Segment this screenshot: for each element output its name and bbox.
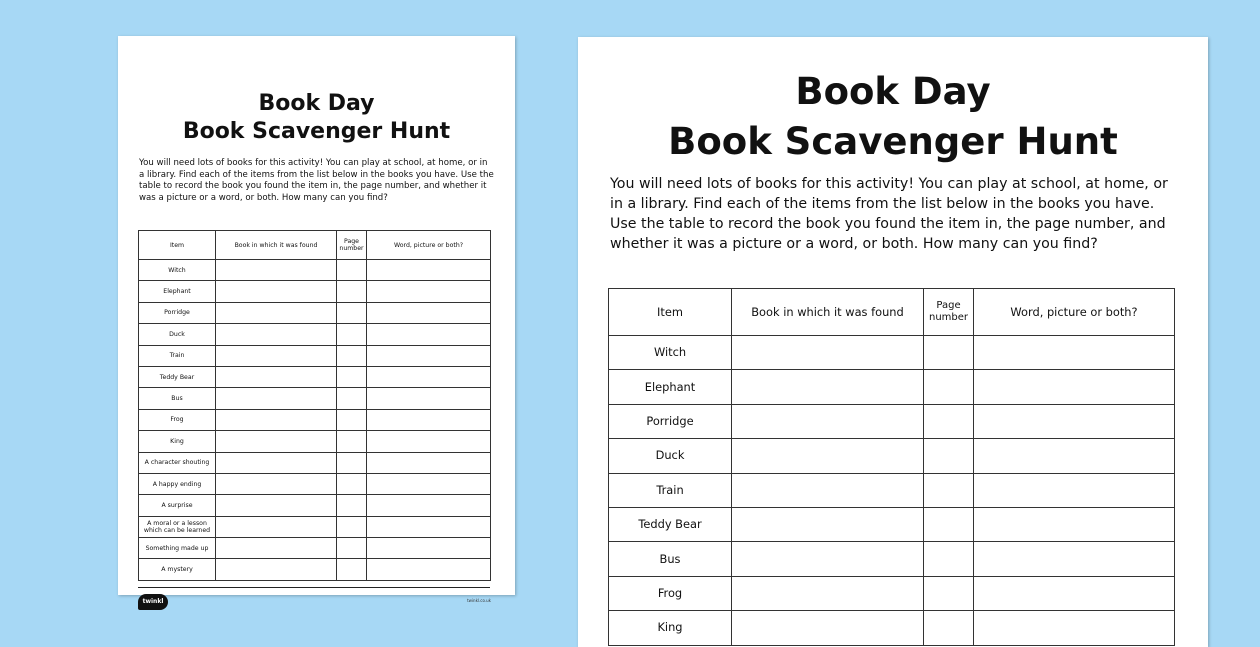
page-cell[interactable] [924, 507, 974, 541]
table-header-row [139, 231, 491, 260]
book-cell[interactable] [216, 473, 337, 494]
item-cell: Elephant [609, 370, 732, 404]
column-header: Book in which it was found [216, 231, 337, 260]
type-cell[interactable] [974, 507, 1175, 541]
page-cell[interactable] [924, 404, 974, 438]
page-cell[interactable] [924, 473, 974, 507]
worksheet-preview-large [578, 37, 1208, 647]
page-cell[interactable] [337, 366, 367, 387]
page-cell[interactable] [337, 281, 367, 302]
type-cell[interactable] [974, 439, 1175, 473]
type-cell[interactable] [367, 409, 491, 430]
type-cell[interactable] [367, 495, 491, 516]
page-cell[interactable] [337, 516, 367, 537]
column-header: Page number [337, 231, 367, 260]
item-cell: Duck [609, 439, 732, 473]
item-cell: King [609, 611, 732, 645]
item-cell: Porridge [139, 302, 216, 323]
book-cell[interactable] [216, 559, 337, 580]
page-cell[interactable] [337, 302, 367, 323]
worksheet-preview-small [118, 36, 515, 605]
book-cell[interactable] [732, 507, 924, 541]
table-row [139, 366, 491, 387]
page-cell[interactable] [924, 576, 974, 610]
table-row [139, 516, 491, 537]
table-row [139, 409, 491, 430]
book-cell[interactable] [732, 611, 924, 645]
item-cell: Train [139, 345, 216, 366]
table-row [609, 370, 1175, 404]
page-cell[interactable] [337, 473, 367, 494]
column-header: Item [609, 289, 732, 336]
page-cell[interactable] [337, 538, 367, 559]
scavenger-table [608, 288, 1175, 646]
item-cell: A surprise [139, 495, 216, 516]
item-cell: Duck [139, 324, 216, 345]
table-row [609, 611, 1175, 645]
column-header: Item [139, 231, 216, 260]
table-row [609, 542, 1175, 576]
table-row [609, 473, 1175, 507]
book-cell[interactable] [732, 542, 924, 576]
type-cell[interactable] [367, 431, 491, 452]
type-cell[interactable] [367, 260, 491, 281]
twinkl-logo: twinkl [138, 594, 168, 610]
table-row [139, 281, 491, 302]
type-cell[interactable] [974, 611, 1175, 645]
page-cell[interactable] [337, 409, 367, 430]
book-cell[interactable] [216, 260, 337, 281]
item-cell: King [139, 431, 216, 452]
item-cell: Bus [609, 542, 732, 576]
table-row [139, 388, 491, 409]
page-cell[interactable] [924, 542, 974, 576]
table-row [139, 559, 491, 580]
book-cell[interactable] [216, 345, 337, 366]
table-row [139, 302, 491, 323]
table-row [609, 576, 1175, 610]
table-row [139, 452, 491, 473]
table-row [139, 473, 491, 494]
item-cell: A character shouting [139, 452, 216, 473]
type-cell[interactable] [367, 559, 491, 580]
book-cell[interactable] [216, 366, 337, 387]
table-row [609, 336, 1175, 370]
book-cell[interactable] [732, 576, 924, 610]
footer-url: twinkl.co.uk [467, 598, 491, 603]
page-cell[interactable] [337, 431, 367, 452]
table-header-row [609, 289, 1175, 336]
item-cell: Bus [139, 388, 216, 409]
intro-text: You will need lots of books for this activity! You can play at school, at home, or in a library. Find each of the items from the list below in the books you have. Use the table to record the book you found the item in, the page number, and whether it was a picture or a word, or both. How many can you find? [610, 176, 1168, 252]
book-cell[interactable] [732, 336, 924, 370]
book-cell[interactable] [216, 409, 337, 430]
table-row [139, 431, 491, 452]
table-row [609, 439, 1175, 473]
type-cell[interactable] [367, 452, 491, 473]
intro-text: You will need lots of books for this activity! You can play at school, at home, or in a library. Find each of the items from the list below in the books you have. Use the table to record the book you found the item in, the page number, and whether it was a picture or a word, or both. How many can you find? [139, 158, 494, 203]
item-cell: Something made up [139, 538, 216, 559]
page-cell[interactable] [337, 260, 367, 281]
item-cell: Elephant [139, 281, 216, 302]
page-cell[interactable] [924, 336, 974, 370]
book-cell[interactable] [216, 495, 337, 516]
page-cell[interactable] [924, 370, 974, 404]
type-cell[interactable] [974, 370, 1175, 404]
type-cell[interactable] [367, 345, 491, 366]
item-cell: Teddy Bear [609, 507, 732, 541]
type-cell[interactable] [974, 404, 1175, 438]
column-header: Word, picture or both? [974, 289, 1175, 336]
page-title: Book Day Book Scavenger Hunt [668, 70, 1118, 163]
type-cell[interactable] [974, 542, 1175, 576]
type-cell[interactable] [974, 336, 1175, 370]
table-row [609, 404, 1175, 438]
type-cell[interactable] [367, 324, 491, 345]
item-cell: Witch [609, 336, 732, 370]
type-cell[interactable] [367, 366, 491, 387]
item-cell: A moral or a lesson which can be learned [139, 516, 216, 537]
type-cell[interactable] [974, 576, 1175, 610]
page-title: Book Day Book Scavenger Hunt [182, 91, 451, 144]
page-cell[interactable] [337, 495, 367, 516]
table-row [139, 324, 491, 345]
item-cell: Frog [139, 409, 216, 430]
table-row [139, 538, 491, 559]
page-cell[interactable] [924, 439, 974, 473]
item-cell: Train [609, 473, 732, 507]
page-cell[interactable] [337, 345, 367, 366]
table-row [139, 495, 491, 516]
page-cell[interactable] [337, 452, 367, 473]
type-cell[interactable] [367, 538, 491, 559]
type-cell[interactable] [367, 388, 491, 409]
type-cell[interactable] [367, 302, 491, 323]
page-cell[interactable] [924, 611, 974, 645]
type-cell[interactable] [367, 516, 491, 537]
type-cell[interactable] [367, 281, 491, 302]
book-cell[interactable] [216, 431, 337, 452]
item-cell: Witch [139, 260, 216, 281]
book-cell[interactable] [216, 302, 337, 323]
footer-divider [138, 587, 490, 588]
item-cell: A happy ending [139, 473, 216, 494]
book-cell[interactable] [216, 281, 337, 302]
type-cell[interactable] [367, 473, 491, 494]
book-cell[interactable] [732, 404, 924, 438]
column-header: Book in which it was found [732, 289, 924, 336]
table-row [609, 507, 1175, 541]
scavenger-table [138, 230, 491, 581]
book-cell[interactable] [216, 538, 337, 559]
page-cell[interactable] [337, 559, 367, 580]
type-cell[interactable] [974, 473, 1175, 507]
book-cell[interactable] [216, 516, 337, 537]
table-row [139, 345, 491, 366]
column-header: Word, picture or both? [367, 231, 491, 260]
item-cell: Frog [609, 576, 732, 610]
item-cell: A mystery [139, 559, 216, 580]
book-cell[interactable] [216, 388, 337, 409]
page-cell[interactable] [337, 324, 367, 345]
book-cell[interactable] [732, 473, 924, 507]
book-cell[interactable] [216, 452, 337, 473]
book-cell[interactable] [732, 370, 924, 404]
book-cell[interactable] [216, 324, 337, 345]
item-cell: Porridge [609, 404, 732, 438]
table-row [139, 260, 491, 281]
column-header: Page number [924, 289, 974, 336]
book-cell[interactable] [732, 439, 924, 473]
item-cell: Teddy Bear [139, 366, 216, 387]
page-cell[interactable] [337, 388, 367, 409]
